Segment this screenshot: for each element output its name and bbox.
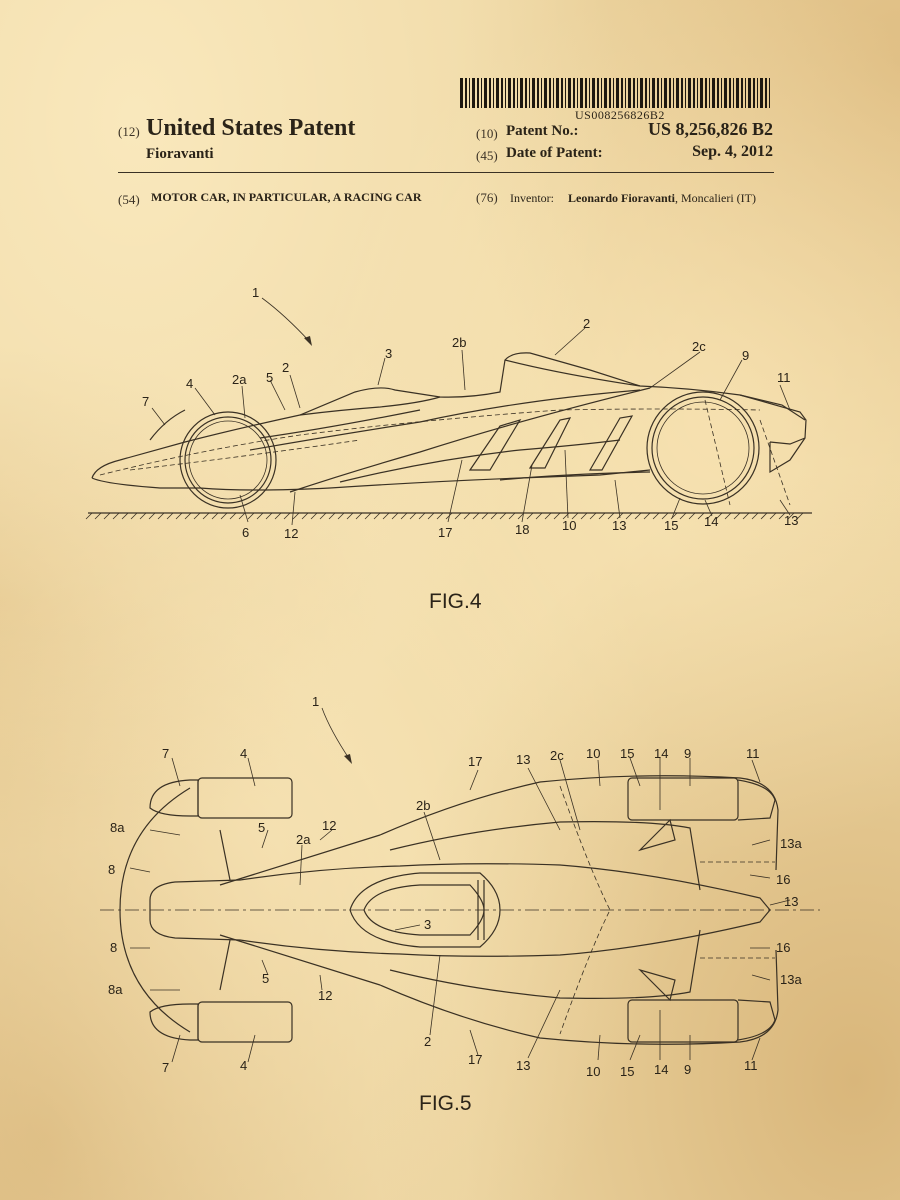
fig5-label: 11 [744,1058,758,1073]
fig5-label: 4 [240,1058,248,1073]
fig5-label: 8 [110,940,118,955]
fig5-label: 8a [110,820,125,835]
fig5-label: 5 [258,820,266,835]
fig4-label: 4 [186,376,194,391]
sidepod-line [290,388,650,492]
title-code: (54) [118,192,140,207]
fig5-label: 7 [162,746,170,761]
inventor-name: Leonardo Fioravanti [568,191,675,205]
fig5-label: 16 [776,872,791,887]
fig4-label: 10 [562,518,577,533]
intake-slot-1 [470,420,520,470]
intake-slot-2 [530,418,570,468]
fig4-label: 1 [252,285,260,300]
fig5-arrowhead [344,754,352,764]
fig4-label: 15 [664,518,679,533]
fig5-drawing [0,690,900,1090]
fig5-label: 17 [468,1052,483,1067]
fig5-label: 8 [108,862,116,877]
rear-wheel-top [628,778,738,820]
fig5-label: 1 [312,694,320,709]
fig5-labels [108,694,802,1079]
inventor-location: , Moncalieri (IT) [675,191,756,205]
fig5-label: 13a [780,972,802,987]
rear-wing-top [505,360,640,386]
fig5-label: 3 [424,917,432,932]
fig5-label: 2c [550,748,564,763]
inventor-label: Inventor: [510,191,554,205]
front-wheel [180,412,276,508]
fig5-label: 9 [684,1062,692,1077]
patent-no-code: (10) [476,126,498,141]
fig5-label: 16 [776,940,791,955]
fig5-caption: FIG.5 [419,1092,472,1115]
patent-no-label: Patent No.: [506,123,579,139]
fig5-label: 13 [784,894,799,909]
fig5-label: 15 [620,746,635,761]
fig4-label: 12 [284,526,299,541]
fig5-label: 2a [296,832,311,847]
fig4-arrowhead [304,336,312,346]
inventor-line [568,191,756,206]
barcode-graphic [460,78,773,108]
rear-pod-top [738,780,775,820]
front-wheel-top [198,778,292,818]
invention-title: MOTOR CAR, IN PARTICULAR, A RACING CAR [151,190,422,204]
date-value: Sep. 4, 2012 [692,143,773,160]
fig4-labels [142,285,798,541]
fig4-label: 13 [612,518,627,533]
fig5-label: 14 [654,1062,669,1077]
fig4-label: 18 [515,522,530,537]
fig4-label: 2a [232,372,247,387]
side-crease [250,390,640,450]
fig4-label: 11 [777,370,791,385]
fig4-label: 3 [385,346,393,361]
hidden-line-3 [705,400,730,505]
fig4-label: 2 [583,316,591,331]
header-rule [118,172,774,173]
fig5-label: 17 [468,754,483,769]
fig4-label: 13 [784,513,799,528]
date-label: Date of Patent: [506,145,603,161]
fig5-label: 5 [262,971,270,986]
fig5-label: 14 [654,746,669,761]
rear-wheel-bottom [628,1000,738,1042]
fig4-drawing [0,260,900,590]
fig4-label: 7 [142,394,150,409]
fig5-label: 13 [516,752,531,767]
fig4-label: 2 [282,360,290,375]
lower-body-line [390,930,700,998]
fig4-label: 6 [242,525,250,540]
fig5-label: 15 [620,1064,635,1079]
fig5-label: 7 [162,1060,170,1075]
front-wheel-bottom [198,1002,292,1042]
fig5-label: 10 [586,746,601,761]
fig5-label: 13a [780,836,802,851]
kind-code: (12) [118,124,140,139]
fig4-label: 2b [452,335,467,350]
fig4-label: 5 [266,370,274,385]
fig5-label: 13 [516,1058,531,1073]
date-code: (45) [476,148,498,163]
patent-no-value: US 8,256,826 B2 [647,119,773,139]
fig4-label: 14 [704,514,719,529]
rear-pod-bottom [738,1000,775,1040]
fig5-label: 9 [684,746,692,761]
fig5-label: 4 [240,746,248,761]
fig5-label: 11 [746,746,760,761]
fig5-label: 8a [108,982,123,997]
nose-pod-top [150,780,198,816]
barcode [460,78,773,108]
fig4-label: 17 [438,525,453,540]
sidepod-top [220,776,778,885]
fig5-label: 2b [416,798,431,813]
upper-body-line [390,822,700,890]
barcode-number: US008256826B2 [575,108,665,122]
fig4-label: 9 [742,348,750,363]
inventor-surname: Fioravanti [146,146,214,162]
sidepod-bottom [220,935,778,1044]
fig4-caption: FIG.4 [429,590,482,613]
inventor-code: (76) [476,190,498,205]
front-fender [150,410,185,440]
fig4-label: 2c [692,339,706,354]
fig5-label: 12 [322,818,337,833]
fig5-label: 12 [318,988,333,1003]
nose-pod-bottom [150,1004,198,1040]
patent-type: United States Patent [146,115,356,141]
fig5-label: 2 [424,1034,432,1049]
hidden-line-2 [130,440,360,470]
fig5-label: 10 [586,1064,601,1079]
